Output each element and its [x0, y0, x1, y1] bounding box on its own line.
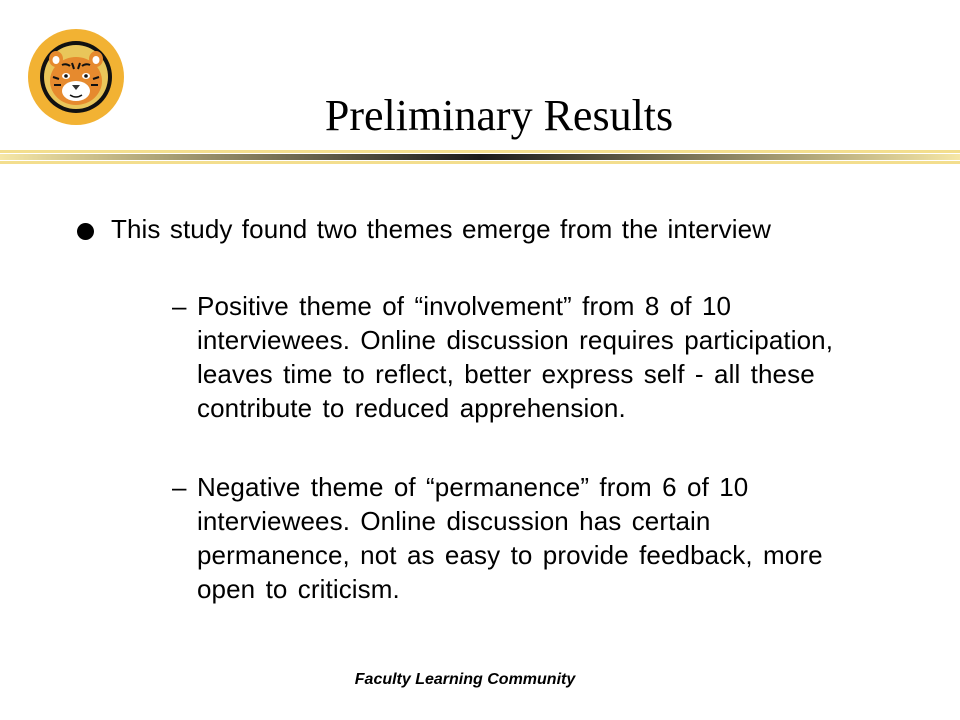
- slide-footer: Faculty Learning Community: [354, 671, 576, 688]
- sub-bullet-marker: –: [172, 472, 187, 502]
- sub-bullet-text: Positive theme of “involvement” from 8 of 10 interviewees. Online discussion requires participation, leaves time to reflect, better express self - all these contribute to reduced apprehension.: [197, 291, 834, 423]
- slide-title: Preliminary Results: [324, 91, 674, 140]
- bullet-icon: [77, 223, 94, 240]
- sub-bullet-marker: –: [172, 291, 187, 321]
- bullet-text: This study found two themes emerge from the interview: [111, 214, 772, 244]
- sub-bullet-text: Negative theme of “permanence” from 6 of 10 interviewees. Online discussion has certain permanence, not as easy to provide feedback, more open to criticism.: [197, 472, 823, 604]
